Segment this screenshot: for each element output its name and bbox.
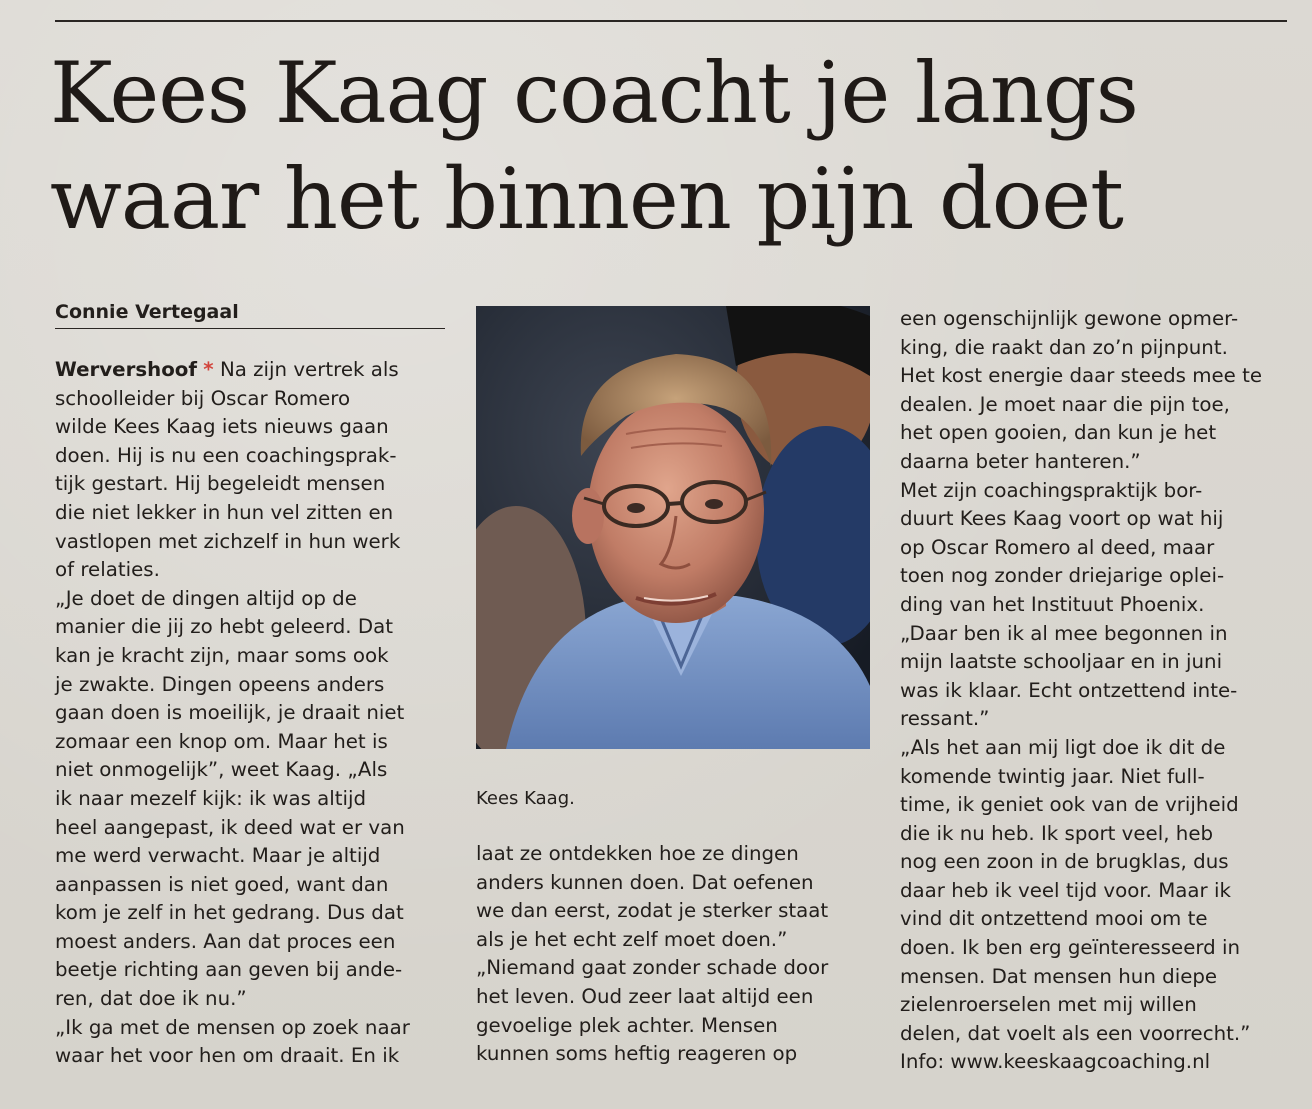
text-line: kom je zelf in het gedrang. Dus dat — [55, 901, 404, 925]
text-line: moest anders. Aan dat proces een — [55, 929, 396, 953]
text-line: Met zijn coachingspraktijk bor- — [900, 478, 1203, 502]
text-line: zielenroerselen met mij willen — [900, 993, 1197, 1017]
text-line: nog een zoon in de brugklas, dus — [900, 850, 1229, 874]
text-line: komende twintig jaar. Niet full- — [900, 764, 1205, 788]
text-line: op Oscar Romero al deed, maar — [900, 535, 1215, 559]
text-line: kunnen soms heftig reageren op — [476, 1042, 798, 1066]
text-line: beetje richting aan geven bij ande- — [55, 958, 403, 982]
text-line: „Als het aan mij ligt doe ik dit de — [900, 735, 1226, 759]
text-line: duurt Kees Kaag voort op wat hij — [900, 507, 1224, 531]
top-rule — [55, 20, 1287, 22]
text-line: vind dit ontzettend mooi om te — [900, 907, 1208, 931]
text-line: waar het voor hen om draait. En ik — [55, 1044, 400, 1068]
text-line: zomaar een knop om. Maar het is — [55, 729, 388, 753]
text-line: gaan doen is moeilijk, je draait niet — [55, 701, 405, 725]
text-line: mensen. Dat mensen hun diepe — [900, 964, 1218, 988]
text-line: schoolleider bij Oscar Romero — [55, 386, 351, 410]
text-line: kan je kracht zijn, maar soms ook — [55, 643, 389, 667]
text-line: als je het echt zelf moet doen.” — [476, 927, 788, 951]
text-line: of relaties. — [55, 558, 160, 582]
text-line: Het kost energie daar steeds mee te — [900, 364, 1263, 388]
text-line: tijk gestart. Hij begeleidt mensen — [55, 472, 386, 496]
text-line: vastlopen met zichzelf in hun werk — [55, 529, 401, 553]
article-column-1 — [55, 356, 455, 1071]
text-line: „Niemand gaat zonder schade door — [476, 956, 829, 980]
column-2-text — [476, 840, 876, 1069]
text-line: „Je doet de dingen altijd op de — [55, 586, 357, 610]
portrait-photo — [476, 306, 870, 749]
text-line: we dan eerst, zodat je sterker staat — [476, 899, 829, 923]
text-line: me werd verwacht. Maar je altijd — [55, 844, 381, 868]
headline-line-2: waar het binnen pijn doet — [50, 150, 1123, 248]
text-line: Info: www.keeskaagcoaching.nl — [900, 1050, 1211, 1074]
text-line: doen. Hij is nu een coachingsprak- — [55, 443, 397, 467]
text-line: was ik klaar. Echt ontzettend inte- — [900, 678, 1238, 702]
text-line: niet onmogelijk”, weet Kaag. „Als — [55, 758, 388, 782]
text-line: daar heb ik veel tijd voor. Maar ik — [900, 878, 1231, 902]
text-line: ik naar mezelf kijk: ik was altijd — [55, 786, 367, 810]
text-line: een ogenschijnlijk gewone opmer- — [900, 307, 1239, 330]
text-line: „Daar ben ik al mee begonnen in — [900, 621, 1228, 645]
text-line: dealen. Je moet naar die pijn toe, — [900, 392, 1230, 416]
text-line: die niet lekker in hun vel zitten en — [55, 500, 394, 524]
text-line: ding van het Instituut Phoenix. — [900, 592, 1205, 616]
text-line: delen, dat voelt als een voorrecht.” — [900, 1021, 1251, 1045]
byline: Connie Vertegaal — [55, 301, 239, 323]
text-line: aanpassen is niet goed, want dan — [55, 872, 389, 896]
text-line: mijn laatste schooljaar en in juni — [900, 650, 1223, 674]
column-3-text — [900, 305, 1300, 1077]
headline — [50, 40, 1300, 252]
text-line: „Ik ga met de mensen op zoek naar — [55, 1015, 410, 1039]
text-line: die ik nu heb. Ik sport veel, heb — [900, 821, 1214, 845]
article-column-3 — [900, 305, 1300, 1077]
text-line: het leven. Oud zeer laat altijd een — [476, 984, 814, 1008]
dateline: Wervershoof — [55, 358, 197, 381]
text-line: ressant.” — [900, 707, 990, 731]
text-line: king, die raakt dan zo’n pijnpunt. — [900, 335, 1228, 359]
text-line: manier die jij zo hebt geleerd. Dat — [55, 615, 393, 639]
column-1-first-line — [55, 356, 455, 385]
text-line: anders kunnen doen. Dat oefenen — [476, 870, 814, 894]
column-1-lines — [55, 385, 455, 1071]
text-line: het open gooien, dan kun je het — [900, 421, 1217, 445]
text-line: je zwakte. Dingen opeens anders — [55, 672, 385, 696]
text-line: daarna beter hanteren.” — [900, 449, 1141, 473]
text-line: toen nog zonder driejarige oplei- — [900, 564, 1225, 588]
article-column-2 — [476, 840, 876, 1069]
byline-rule — [55, 328, 445, 329]
text-line: time, ik geniet ook van de vrijheid — [900, 793, 1239, 817]
text-line: gevoelige plek achter. Mensen — [476, 1013, 778, 1037]
column-1-line: Na zijn vertrek als — [213, 358, 399, 381]
column-1-text — [55, 356, 455, 1071]
photo-caption: Kees Kaag. — [476, 788, 575, 809]
asterisk-icon: * — [203, 358, 214, 381]
text-line: heel aangepast, ik deed wat er van — [55, 815, 405, 839]
headline-line-1: Kees Kaag coacht je langs — [50, 44, 1138, 142]
text-line: wilde Kees Kaag iets nieuws gaan — [55, 415, 389, 439]
portrait-illustration — [476, 306, 870, 749]
text-line: doen. Ik ben erg geïnteresseerd in — [900, 936, 1241, 960]
text-line: laat ze ontdekken hoe ze dingen — [476, 842, 799, 865]
text-line: ren, dat doe ik nu.” — [55, 987, 247, 1011]
